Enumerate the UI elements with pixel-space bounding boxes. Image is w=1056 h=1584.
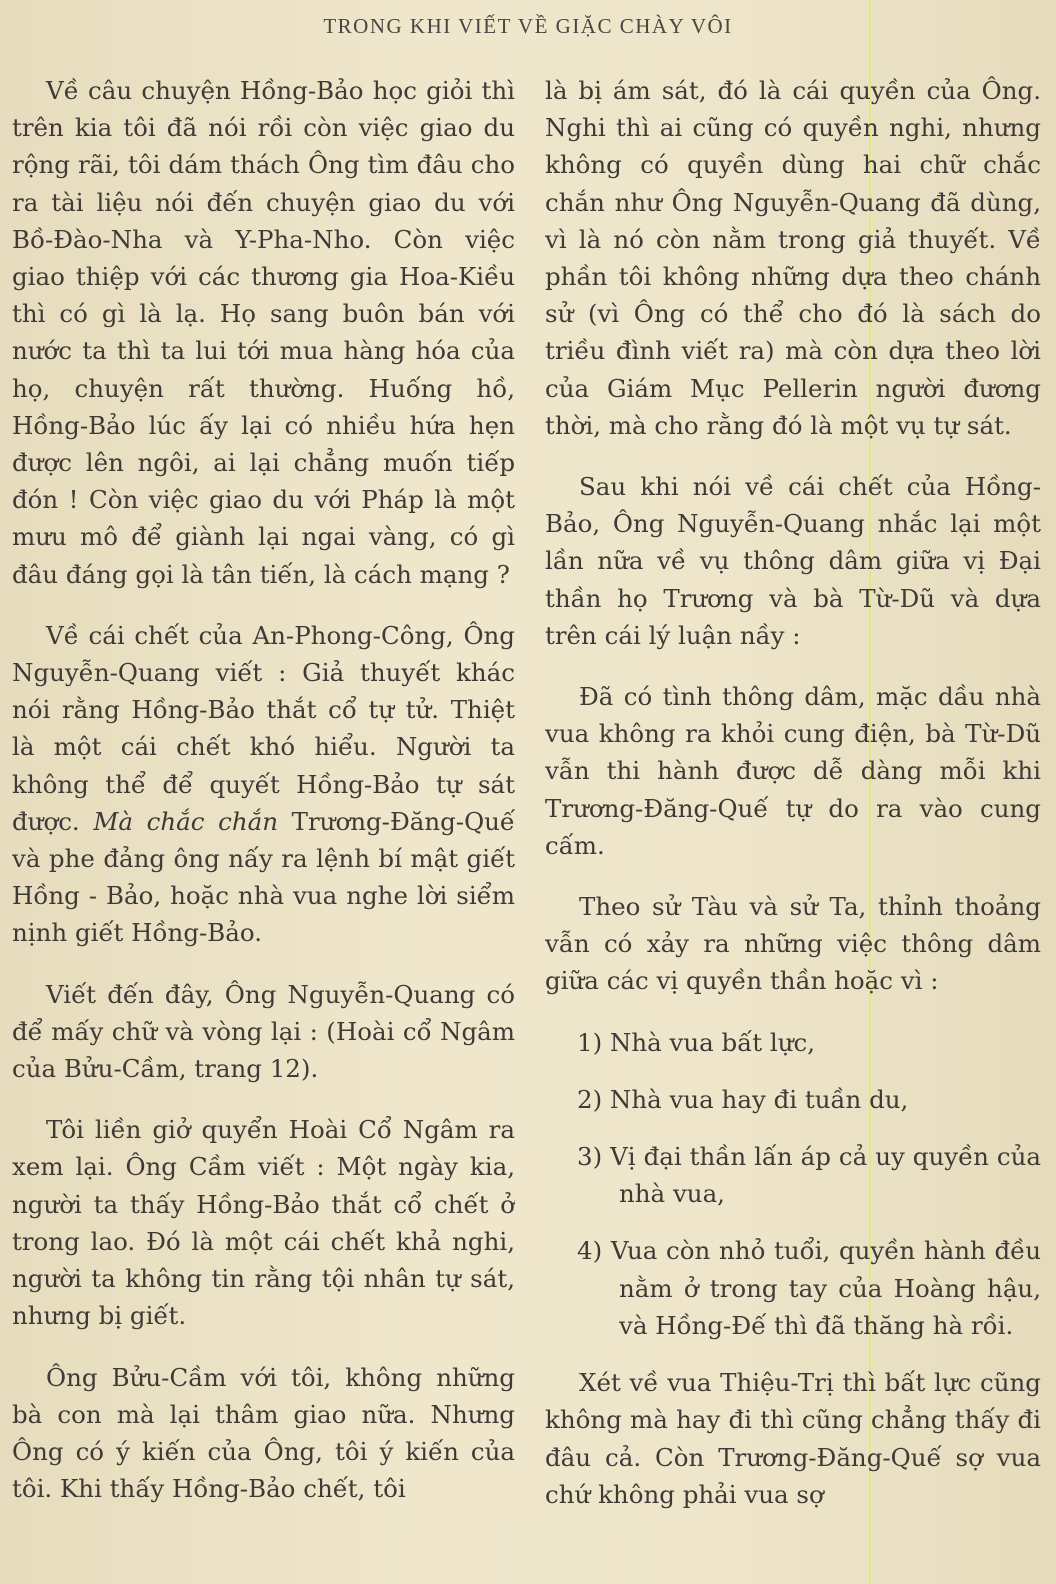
paragraph [12,617,515,952]
left-column [12,72,515,1584]
paragraph: Xét về vua Thiệu-Trị thì bất lực cũng không mà hay đi thì cũng chẳng thấy đi đâu cả. Còn Trương-Đăng-Quế sợ vua chứ không phải vua sợ [545,1368,1041,1509]
quoted-passage: Đã có tình thông dâm, mặc dầu nhà vua không ra khỏi cung điện, bà Từ-Dũ vẫn thi hành được dễ dàng mỗi khi Trương-Đăng-Quế tự do ra vào cung cấm. [545,682,1041,860]
paragraph: Viết đến đây, Ông Nguyễn-Quang có để mấy chữ và vòng lại : (Hoài cổ Ngâm của Bửu-Cầm, trang 12). [12,979,515,1084]
paragraph: Sau khi nói về cái chết của Hồng-Bảo, Ông Nguyễn-Quang nhắc lại một lần nữa về vụ thông dâm giữa vị Đại thần họ Trương và bà Từ-Dũ và dựa trên cái lý luận nầy : [545,472,1041,650]
paragraph-text: Trương-Đăng-Quế và phe đảng ông nấy ra lệnh bí mật giết Hồng - Bảo, hoặc nhà vua nghe lời siểm nịnh giết Hồng-Bảo. [12,806,515,948]
list-item: 3) Vị đại thần lấn áp cả uy quyền của nhà vua, [577,1142,1041,1209]
paragraph: Theo sử Tàu và sử Ta, thỉnh thoảng vẫn có xảy ra những việc thông dâm giữa các vị quyền thần hoặc vì : [545,892,1041,996]
paragraph: Về câu chuyện Hồng-Bảo học giỏi thì trên kia tôi đã nói rồi còn việc giao du rộng rãi, tôi dám thách Ông tìm đâu cho ra tài liệu nói đến chuyện giao du với Bồ-Đào-Nha và Y-Pha-Nho. Còn việc giao thiệp với các thương gia Hoa-Kiều thì có gì là lạ. Họ sang buôn bán với nước ta thì ta lui tới mua hàng hóa của họ, chuyện rất thường. Huống hồ, Hồng-Bảo lúc ấy lại có nhiều hứa hẹn được lên ngôi, ai lại chẳng muốn tiếp đón ! Còn việc giao du với Pháp là một mưu mô để giành lại ngai vàng, có gì đâu đáng gọi là tân tiến, là cách mạng ? [12,76,515,589]
running-head: TRONG KHI VIẾT VỀ GIẶC CHÀY VÔI [323,14,733,38]
italic-emphasis: Mà chắc chắn [93,806,278,836]
paragraph: Ông Bửu-Cầm với tôi, không những bà con mà lại thâm giao nữa. Nhưng Ông có ý kiến của Ông, tôi ý kiến của tôi. Khi thấy Hồng-Bảo chết, tôi [12,1362,515,1504]
paragraph: là bị ám sát, đó là cái quyền của Ông. Nghi thì ai cũng có quyền nghi, nhưng không có quyền dùng hai chữ chắc chắn như Ông Nguyễn-Quang đã dùng, vì là nó còn nằm trong giả thuyết. Về phần tôi không những dựa theo chánh sử (vì Ông có thể cho đó là sách do triều đình viết ra) mà còn dựa theo lời của Giám Mục Pellerin người đương thời, mà cho rằng đó là một vụ tự sát. [545,76,1041,440]
right-column [545,72,1041,1584]
paragraph-text: Về cái chết của An-Phong-Công, Ông Nguyễn-Quang viết : Giả thuyết khác nói rằng Hồng-Bảo thắt cổ tự tử. Thiệt là một cái chết khó hiểu. Người ta không thể để quyết Hồng-Bảo tự sát được. [12,620,515,836]
list-item: 2) Nhà vua hay đi tuần du, [577,1084,909,1114]
list-item: 4) Vua còn nhỏ tuổi, quyền hành đều nằm ở trong tay của Hoàng hậu, và Hồng-Đế thì đã thăng hà rồi. [577,1236,1041,1340]
paragraph: Tôi liền giở quyển Hoài Cổ Ngâm ra xem lại. Ông Cầm viết : Một ngày kia, người ta thấy Hồng-Bảo thắt cổ chết ở trong lao. Đó là một cái chết khả nghi, người ta không tin rằng tội nhân tự sát, nhưng bị giết. [12,1115,515,1331]
list-item: 1) Nhà vua bất lực, [577,1027,816,1057]
